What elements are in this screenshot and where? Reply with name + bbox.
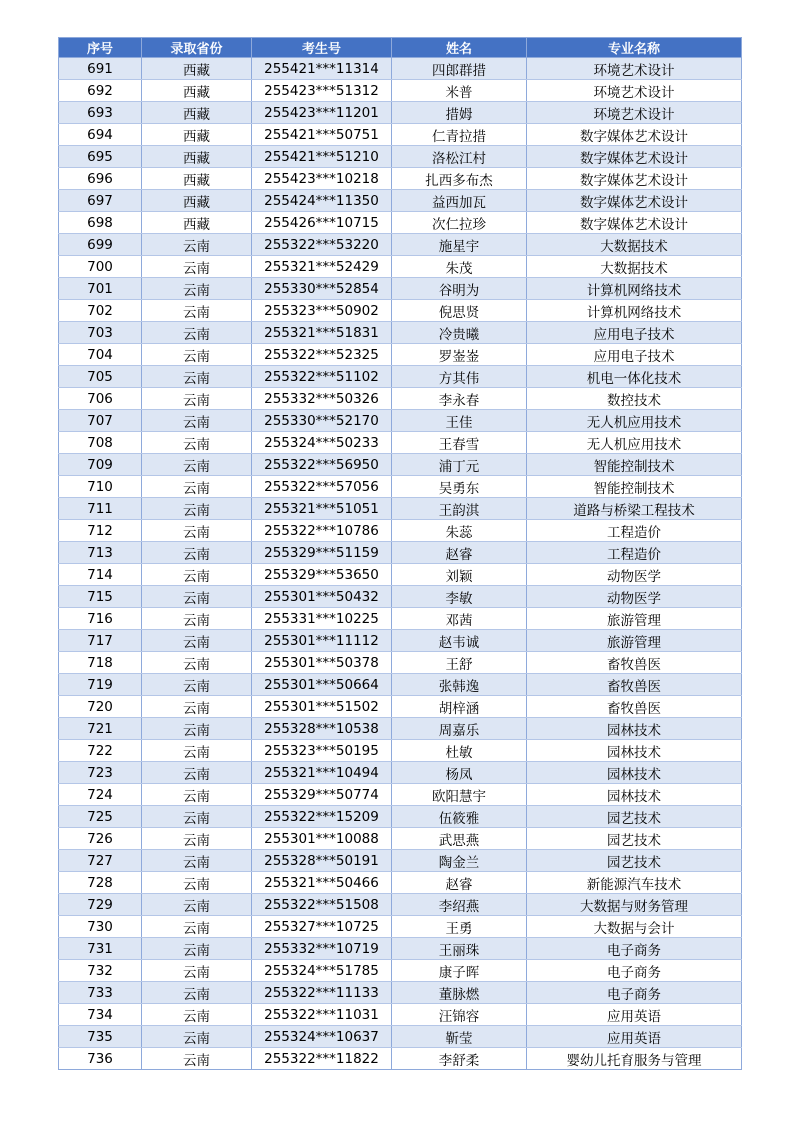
cell-candidate-number: 255301***10088	[252, 828, 392, 850]
cell-major: 数字媒体艺术设计	[527, 190, 742, 212]
cell-name: 扎西多布杰	[392, 168, 527, 190]
cell-major: 大数据技术	[527, 256, 742, 278]
cell-candidate-number: 255322***57056	[252, 476, 392, 498]
cell-candidate-number: 255324***10637	[252, 1026, 392, 1048]
cell-name: 施星宇	[392, 234, 527, 256]
cell-province: 云南	[142, 278, 252, 300]
cell-major: 环境艺术设计	[527, 58, 742, 80]
cell-name: 康子晖	[392, 960, 527, 982]
cell-major: 应用电子技术	[527, 344, 742, 366]
cell-province: 云南	[142, 388, 252, 410]
cell-serial-number: 735	[59, 1026, 142, 1048]
table-row	[59, 278, 742, 300]
cell-name: 朱茂	[392, 256, 527, 278]
cell-candidate-number: 255322***10786	[252, 520, 392, 542]
table-row	[59, 872, 742, 894]
cell-serial-number: 714	[59, 564, 142, 586]
cell-serial-number: 712	[59, 520, 142, 542]
table-row	[59, 344, 742, 366]
cell-candidate-number: 255322***53220	[252, 234, 392, 256]
cell-candidate-number: 255423***10218	[252, 168, 392, 190]
table-row	[59, 762, 742, 784]
cell-name: 赵睿	[392, 872, 527, 894]
cell-candidate-number: 255301***50378	[252, 652, 392, 674]
cell-major: 电子商务	[527, 960, 742, 982]
cell-serial-number: 709	[59, 454, 142, 476]
cell-name: 朱蕊	[392, 520, 527, 542]
header-serial-number: 序号	[59, 38, 142, 58]
cell-serial-number: 727	[59, 850, 142, 872]
cell-province: 云南	[142, 234, 252, 256]
table-row	[59, 520, 742, 542]
cell-province: 云南	[142, 300, 252, 322]
cell-major: 道路与桥梁工程技术	[527, 498, 742, 520]
table-row	[59, 564, 742, 586]
cell-major: 园林技术	[527, 784, 742, 806]
cell-name: 王勇	[392, 916, 527, 938]
cell-name: 四郎群措	[392, 58, 527, 80]
cell-candidate-number: 255322***52325	[252, 344, 392, 366]
cell-major: 应用英语	[527, 1004, 742, 1026]
cell-serial-number: 730	[59, 916, 142, 938]
cell-major: 畜牧兽医	[527, 674, 742, 696]
cell-province: 云南	[142, 916, 252, 938]
cell-serial-number: 702	[59, 300, 142, 322]
cell-serial-number: 725	[59, 806, 142, 828]
cell-candidate-number: 255423***51312	[252, 80, 392, 102]
cell-candidate-number: 255322***11031	[252, 1004, 392, 1026]
cell-province: 云南	[142, 960, 252, 982]
cell-province: 云南	[142, 696, 252, 718]
cell-candidate-number: 255322***56950	[252, 454, 392, 476]
cell-major: 新能源汽车技术	[527, 872, 742, 894]
cell-province: 云南	[142, 586, 252, 608]
cell-serial-number: 699	[59, 234, 142, 256]
cell-candidate-number: 255331***10225	[252, 608, 392, 630]
table-row	[59, 718, 742, 740]
cell-province: 云南	[142, 762, 252, 784]
cell-province: 云南	[142, 718, 252, 740]
admission-table	[58, 37, 742, 1070]
cell-candidate-number: 255426***10715	[252, 212, 392, 234]
table-row	[59, 102, 742, 124]
cell-serial-number: 692	[59, 80, 142, 102]
cell-serial-number: 711	[59, 498, 142, 520]
cell-serial-number: 713	[59, 542, 142, 564]
table-row	[59, 498, 742, 520]
cell-name: 浦丁元	[392, 454, 527, 476]
cell-name: 刘颖	[392, 564, 527, 586]
cell-province: 云南	[142, 432, 252, 454]
table-row	[59, 982, 742, 1004]
cell-serial-number: 705	[59, 366, 142, 388]
cell-serial-number: 706	[59, 388, 142, 410]
table-row	[59, 322, 742, 344]
cell-province: 云南	[142, 806, 252, 828]
cell-major: 大数据与财务管理	[527, 894, 742, 916]
cell-serial-number: 731	[59, 938, 142, 960]
cell-province: 云南	[142, 630, 252, 652]
table-row	[59, 806, 742, 828]
cell-major: 工程造价	[527, 520, 742, 542]
cell-name: 欧阳慧宇	[392, 784, 527, 806]
cell-candidate-number: 255301***50664	[252, 674, 392, 696]
cell-serial-number: 720	[59, 696, 142, 718]
cell-major: 计算机网络技术	[527, 300, 742, 322]
table-row	[59, 432, 742, 454]
cell-serial-number: 700	[59, 256, 142, 278]
cell-candidate-number: 255301***11112	[252, 630, 392, 652]
header-admission-province: 录取省份	[142, 38, 252, 58]
cell-candidate-number: 255330***52170	[252, 410, 392, 432]
cell-major: 旅游管理	[527, 630, 742, 652]
cell-major: 无人机应用技术	[527, 410, 742, 432]
cell-serial-number: 696	[59, 168, 142, 190]
cell-candidate-number: 255322***51102	[252, 366, 392, 388]
cell-name: 胡梓涵	[392, 696, 527, 718]
cell-serial-number: 736	[59, 1048, 142, 1070]
cell-serial-number: 723	[59, 762, 142, 784]
cell-major: 动物医学	[527, 586, 742, 608]
cell-major: 数字媒体艺术设计	[527, 168, 742, 190]
cell-candidate-number: 255423***11201	[252, 102, 392, 124]
cell-serial-number: 733	[59, 982, 142, 1004]
table-row	[59, 652, 742, 674]
cell-province: 云南	[142, 498, 252, 520]
cell-name: 王佳	[392, 410, 527, 432]
cell-candidate-number: 255424***11350	[252, 190, 392, 212]
table-row	[59, 608, 742, 630]
cell-name: 汪锦容	[392, 1004, 527, 1026]
cell-candidate-number: 255301***51502	[252, 696, 392, 718]
cell-province: 云南	[142, 1004, 252, 1026]
cell-candidate-number: 255323***50902	[252, 300, 392, 322]
table-row	[59, 80, 742, 102]
cell-serial-number: 698	[59, 212, 142, 234]
cell-name: 倪思贤	[392, 300, 527, 322]
cell-name: 仁青拉措	[392, 124, 527, 146]
cell-candidate-number: 255322***51508	[252, 894, 392, 916]
cell-candidate-number: 255324***50233	[252, 432, 392, 454]
cell-province: 云南	[142, 894, 252, 916]
cell-name: 措姆	[392, 102, 527, 124]
cell-name: 方其伟	[392, 366, 527, 388]
cell-serial-number: 722	[59, 740, 142, 762]
cell-province: 云南	[142, 652, 252, 674]
cell-candidate-number: 255327***10725	[252, 916, 392, 938]
table-row	[59, 410, 742, 432]
cell-name: 次仁拉珍	[392, 212, 527, 234]
table-row	[59, 586, 742, 608]
cell-name: 王丽珠	[392, 938, 527, 960]
cell-name: 李绍燕	[392, 894, 527, 916]
cell-candidate-number: 255332***10719	[252, 938, 392, 960]
cell-candidate-number: 255329***50774	[252, 784, 392, 806]
cell-province: 西藏	[142, 212, 252, 234]
cell-candidate-number: 255321***10494	[252, 762, 392, 784]
table-row	[59, 894, 742, 916]
cell-name: 武思燕	[392, 828, 527, 850]
table-row	[59, 124, 742, 146]
cell-serial-number: 708	[59, 432, 142, 454]
cell-name: 李舒柔	[392, 1048, 527, 1070]
cell-province: 云南	[142, 322, 252, 344]
cell-serial-number: 703	[59, 322, 142, 344]
table-body	[59, 58, 742, 1070]
table-row	[59, 58, 742, 80]
table-row	[59, 212, 742, 234]
cell-major: 无人机应用技术	[527, 432, 742, 454]
cell-province: 云南	[142, 1048, 252, 1070]
cell-major: 畜牧兽医	[527, 652, 742, 674]
cell-candidate-number: 255321***51051	[252, 498, 392, 520]
cell-candidate-number: 255322***15209	[252, 806, 392, 828]
cell-major: 园艺技术	[527, 850, 742, 872]
cell-name: 赵睿	[392, 542, 527, 564]
cell-major: 园艺技术	[527, 806, 742, 828]
cell-major: 园林技术	[527, 762, 742, 784]
cell-candidate-number: 255323***50195	[252, 740, 392, 762]
cell-serial-number: 719	[59, 674, 142, 696]
cell-province: 西藏	[142, 146, 252, 168]
table-row	[59, 388, 742, 410]
cell-province: 西藏	[142, 80, 252, 102]
cell-province: 云南	[142, 476, 252, 498]
cell-name: 吴勇东	[392, 476, 527, 498]
cell-major: 动物医学	[527, 564, 742, 586]
cell-name: 李永春	[392, 388, 527, 410]
table-row	[59, 366, 742, 388]
table-row	[59, 1004, 742, 1026]
cell-serial-number: 693	[59, 102, 142, 124]
cell-major: 智能控制技术	[527, 476, 742, 498]
cell-major: 工程造价	[527, 542, 742, 564]
cell-province: 云南	[142, 564, 252, 586]
cell-serial-number: 732	[59, 960, 142, 982]
cell-serial-number: 728	[59, 872, 142, 894]
cell-serial-number: 701	[59, 278, 142, 300]
cell-province: 云南	[142, 982, 252, 1004]
cell-serial-number: 697	[59, 190, 142, 212]
cell-province: 云南	[142, 256, 252, 278]
cell-candidate-number: 255328***10538	[252, 718, 392, 740]
cell-name: 杨凤	[392, 762, 527, 784]
cell-province: 云南	[142, 850, 252, 872]
cell-province: 云南	[142, 938, 252, 960]
cell-serial-number: 718	[59, 652, 142, 674]
cell-serial-number: 724	[59, 784, 142, 806]
cell-province: 云南	[142, 520, 252, 542]
cell-province: 云南	[142, 608, 252, 630]
table-row	[59, 454, 742, 476]
cell-candidate-number: 255321***50466	[252, 872, 392, 894]
cell-name: 冷贵曦	[392, 322, 527, 344]
cell-serial-number: 704	[59, 344, 142, 366]
cell-province: 云南	[142, 344, 252, 366]
cell-serial-number: 694	[59, 124, 142, 146]
cell-serial-number: 726	[59, 828, 142, 850]
cell-candidate-number: 255421***50751	[252, 124, 392, 146]
cell-candidate-number: 255328***50191	[252, 850, 392, 872]
table-row	[59, 828, 742, 850]
cell-candidate-number: 255321***51831	[252, 322, 392, 344]
cell-serial-number: 710	[59, 476, 142, 498]
table-row	[59, 850, 742, 872]
header-major-name: 专业名称	[527, 38, 742, 58]
table-header	[59, 38, 742, 58]
cell-serial-number: 715	[59, 586, 142, 608]
cell-candidate-number: 255421***51210	[252, 146, 392, 168]
cell-serial-number: 691	[59, 58, 142, 80]
cell-province: 云南	[142, 542, 252, 564]
cell-serial-number: 707	[59, 410, 142, 432]
cell-candidate-number: 255322***11133	[252, 982, 392, 1004]
table-row	[59, 476, 742, 498]
cell-major: 数字媒体艺术设计	[527, 146, 742, 168]
cell-province: 西藏	[142, 124, 252, 146]
cell-serial-number: 716	[59, 608, 142, 630]
cell-serial-number: 695	[59, 146, 142, 168]
table-row	[59, 1048, 742, 1070]
table-row	[59, 960, 742, 982]
cell-serial-number: 717	[59, 630, 142, 652]
cell-name: 邓茜	[392, 608, 527, 630]
cell-province: 西藏	[142, 190, 252, 212]
cell-candidate-number: 255332***50326	[252, 388, 392, 410]
cell-major: 大数据与会计	[527, 916, 742, 938]
cell-province: 云南	[142, 454, 252, 476]
cell-name: 周嘉乐	[392, 718, 527, 740]
cell-major: 大数据技术	[527, 234, 742, 256]
cell-major: 计算机网络技术	[527, 278, 742, 300]
cell-major: 环境艺术设计	[527, 102, 742, 124]
table-row	[59, 300, 742, 322]
cell-province: 西藏	[142, 58, 252, 80]
cell-name: 陶金兰	[392, 850, 527, 872]
cell-province: 云南	[142, 366, 252, 388]
cell-name: 李敏	[392, 586, 527, 608]
cell-major: 数字媒体艺术设计	[527, 212, 742, 234]
cell-candidate-number: 255321***52429	[252, 256, 392, 278]
cell-major: 数控技术	[527, 388, 742, 410]
cell-province: 云南	[142, 410, 252, 432]
table-row	[59, 630, 742, 652]
cell-name: 米普	[392, 80, 527, 102]
cell-major: 智能控制技术	[527, 454, 742, 476]
header-student-name: 姓名	[392, 38, 527, 58]
header-candidate-number: 考生号	[252, 38, 392, 58]
cell-name: 洛松江村	[392, 146, 527, 168]
cell-candidate-number: 255324***51785	[252, 960, 392, 982]
cell-province: 云南	[142, 674, 252, 696]
cell-name: 益西加瓦	[392, 190, 527, 212]
table-row	[59, 168, 742, 190]
cell-major: 婴幼儿托育服务与管理	[527, 1048, 742, 1070]
cell-province: 西藏	[142, 168, 252, 190]
table-row	[59, 542, 742, 564]
cell-name: 罗崟崟	[392, 344, 527, 366]
cell-name: 王春雪	[392, 432, 527, 454]
cell-province: 云南	[142, 1026, 252, 1048]
cell-candidate-number: 255421***11314	[252, 58, 392, 80]
table-row	[59, 146, 742, 168]
table-row	[59, 234, 742, 256]
cell-major: 畜牧兽医	[527, 696, 742, 718]
table-row	[59, 190, 742, 212]
table-row	[59, 784, 742, 806]
table-row	[59, 740, 742, 762]
cell-name: 王舒	[392, 652, 527, 674]
table-row	[59, 1026, 742, 1048]
cell-serial-number: 729	[59, 894, 142, 916]
cell-candidate-number: 255329***51159	[252, 542, 392, 564]
header-row	[59, 38, 742, 58]
cell-major: 园林技术	[527, 718, 742, 740]
cell-province: 西藏	[142, 102, 252, 124]
cell-province: 云南	[142, 784, 252, 806]
cell-major: 应用英语	[527, 1026, 742, 1048]
cell-name: 杜敏	[392, 740, 527, 762]
cell-serial-number: 721	[59, 718, 142, 740]
cell-name: 伍筱雅	[392, 806, 527, 828]
cell-major: 环境艺术设计	[527, 80, 742, 102]
cell-major: 电子商务	[527, 982, 742, 1004]
cell-candidate-number: 255330***52854	[252, 278, 392, 300]
cell-candidate-number: 255322***11822	[252, 1048, 392, 1070]
cell-name: 张韩逸	[392, 674, 527, 696]
cell-major: 园林技术	[527, 740, 742, 762]
table-row	[59, 674, 742, 696]
cell-major: 数字媒体艺术设计	[527, 124, 742, 146]
cell-name: 王韵淇	[392, 498, 527, 520]
cell-major: 电子商务	[527, 938, 742, 960]
cell-name: 靳莹	[392, 1026, 527, 1048]
cell-candidate-number: 255329***53650	[252, 564, 392, 586]
table-row	[59, 916, 742, 938]
cell-name: 谷明为	[392, 278, 527, 300]
cell-major: 应用电子技术	[527, 322, 742, 344]
admission-list-sheet	[58, 37, 741, 1070]
table-row	[59, 696, 742, 718]
cell-serial-number: 734	[59, 1004, 142, 1026]
cell-name: 赵韦诚	[392, 630, 527, 652]
cell-major: 机电一体化技术	[527, 366, 742, 388]
cell-candidate-number: 255301***50432	[252, 586, 392, 608]
table-row	[59, 938, 742, 960]
cell-province: 云南	[142, 828, 252, 850]
cell-major: 园艺技术	[527, 828, 742, 850]
cell-province: 云南	[142, 740, 252, 762]
table-row	[59, 256, 742, 278]
cell-province: 云南	[142, 872, 252, 894]
cell-name: 董脉燃	[392, 982, 527, 1004]
cell-major: 旅游管理	[527, 608, 742, 630]
